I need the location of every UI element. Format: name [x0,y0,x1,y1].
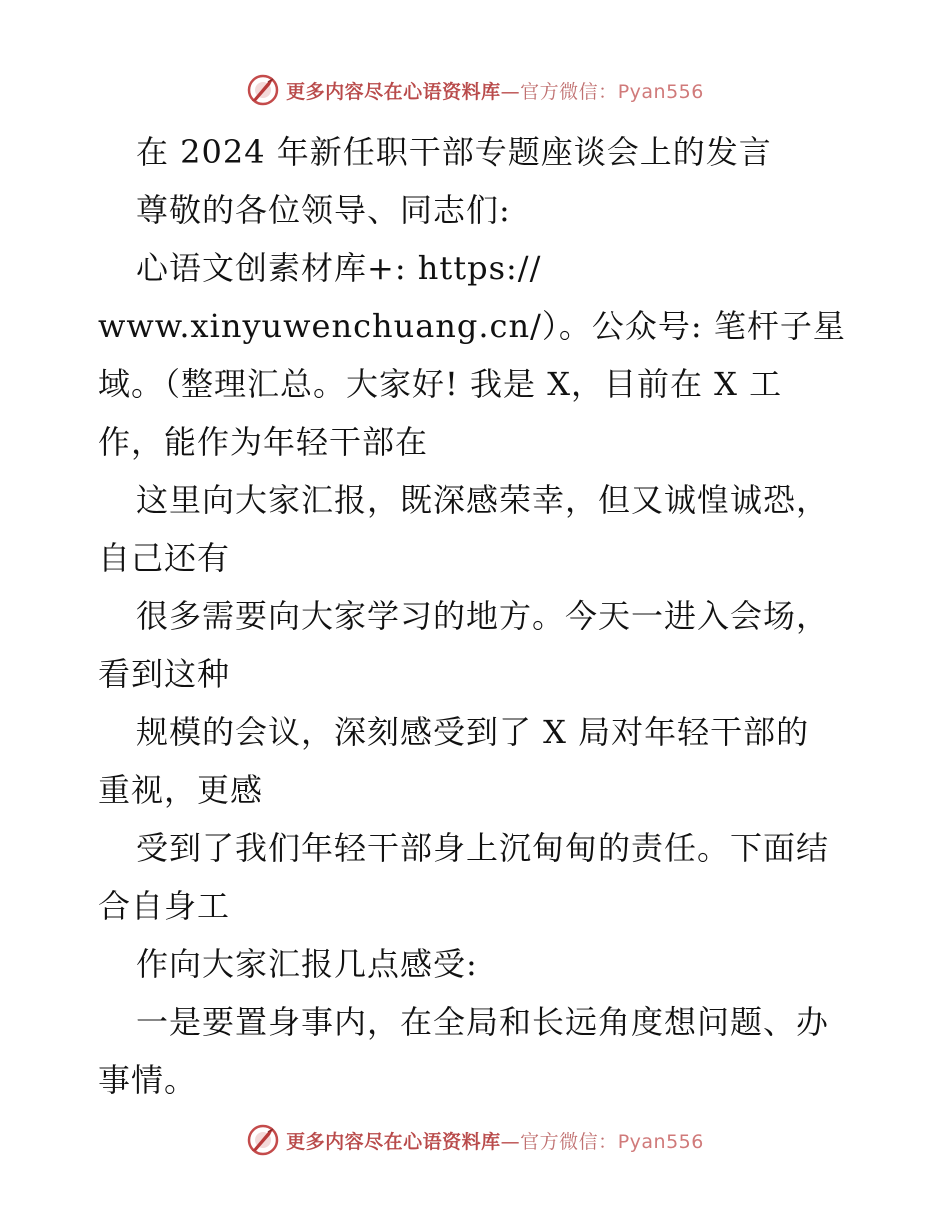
doc-line: www.xinyuwenchuang.cn/）。公众号: 笔杆子星 [98,307,846,345]
doc-line: 作向大家汇报几点感受: [136,945,478,983]
quill-logo-icon [246,1123,280,1157]
doc-line: 尊敬的各位领导、同志们: [136,191,511,229]
doc-line: 作，能作为年轻干部在 [98,423,429,461]
header-banner [0,70,950,110]
banner-wechat-id: Pyan556 [617,1130,704,1153]
doc-line: 很多需要向大家学习的地方。今天一进入会场， [136,597,830,635]
doc-line: 重视，更感 [98,771,264,809]
banner-wechat-label: 官方微信： [520,80,618,103]
banner-wechat-label: 官方微信： [520,1130,618,1153]
doc-line: 事情。 [98,1061,198,1099]
banner-text [286,1127,704,1154]
doc-line: 规模的会议，深刻感受到了 X 局对年轻干部的 [136,713,810,751]
doc-line: 合自身工 [98,887,231,925]
banner-main-text: 更多内容尽在心语资料库 [286,1130,501,1153]
doc-line: 这里向大家汇报，既深感荣幸，但又诚惶诚恐， [136,481,830,519]
banner-text [286,77,704,104]
banner-dash: — [500,1130,521,1153]
doc-line: 一是要置身事内，在全局和长远角度想问题、办 [136,1003,830,1041]
banner-wechat-id: Pyan556 [617,80,704,103]
document-body [98,123,858,1109]
doc-line: 受到了我们年轻干部身上沉甸甸的责任。下面结 [136,829,830,867]
quill-logo-icon [246,73,280,107]
doc-line: 自己还有 [98,539,231,577]
doc-line: 看到这种 [98,655,231,693]
banner-main-text: 更多内容尽在心语资料库 [286,80,501,103]
doc-line: 在 2024 年新任职干部专题座谈会上的发言 [136,133,772,171]
footer-banner [0,1120,950,1160]
banner-dash: — [500,80,521,103]
doc-line: 域。（整理汇总。大家好! 我是 X，目前在 X 工 [98,365,783,403]
doc-line: 心语文创素材库+: https:// [136,249,542,287]
